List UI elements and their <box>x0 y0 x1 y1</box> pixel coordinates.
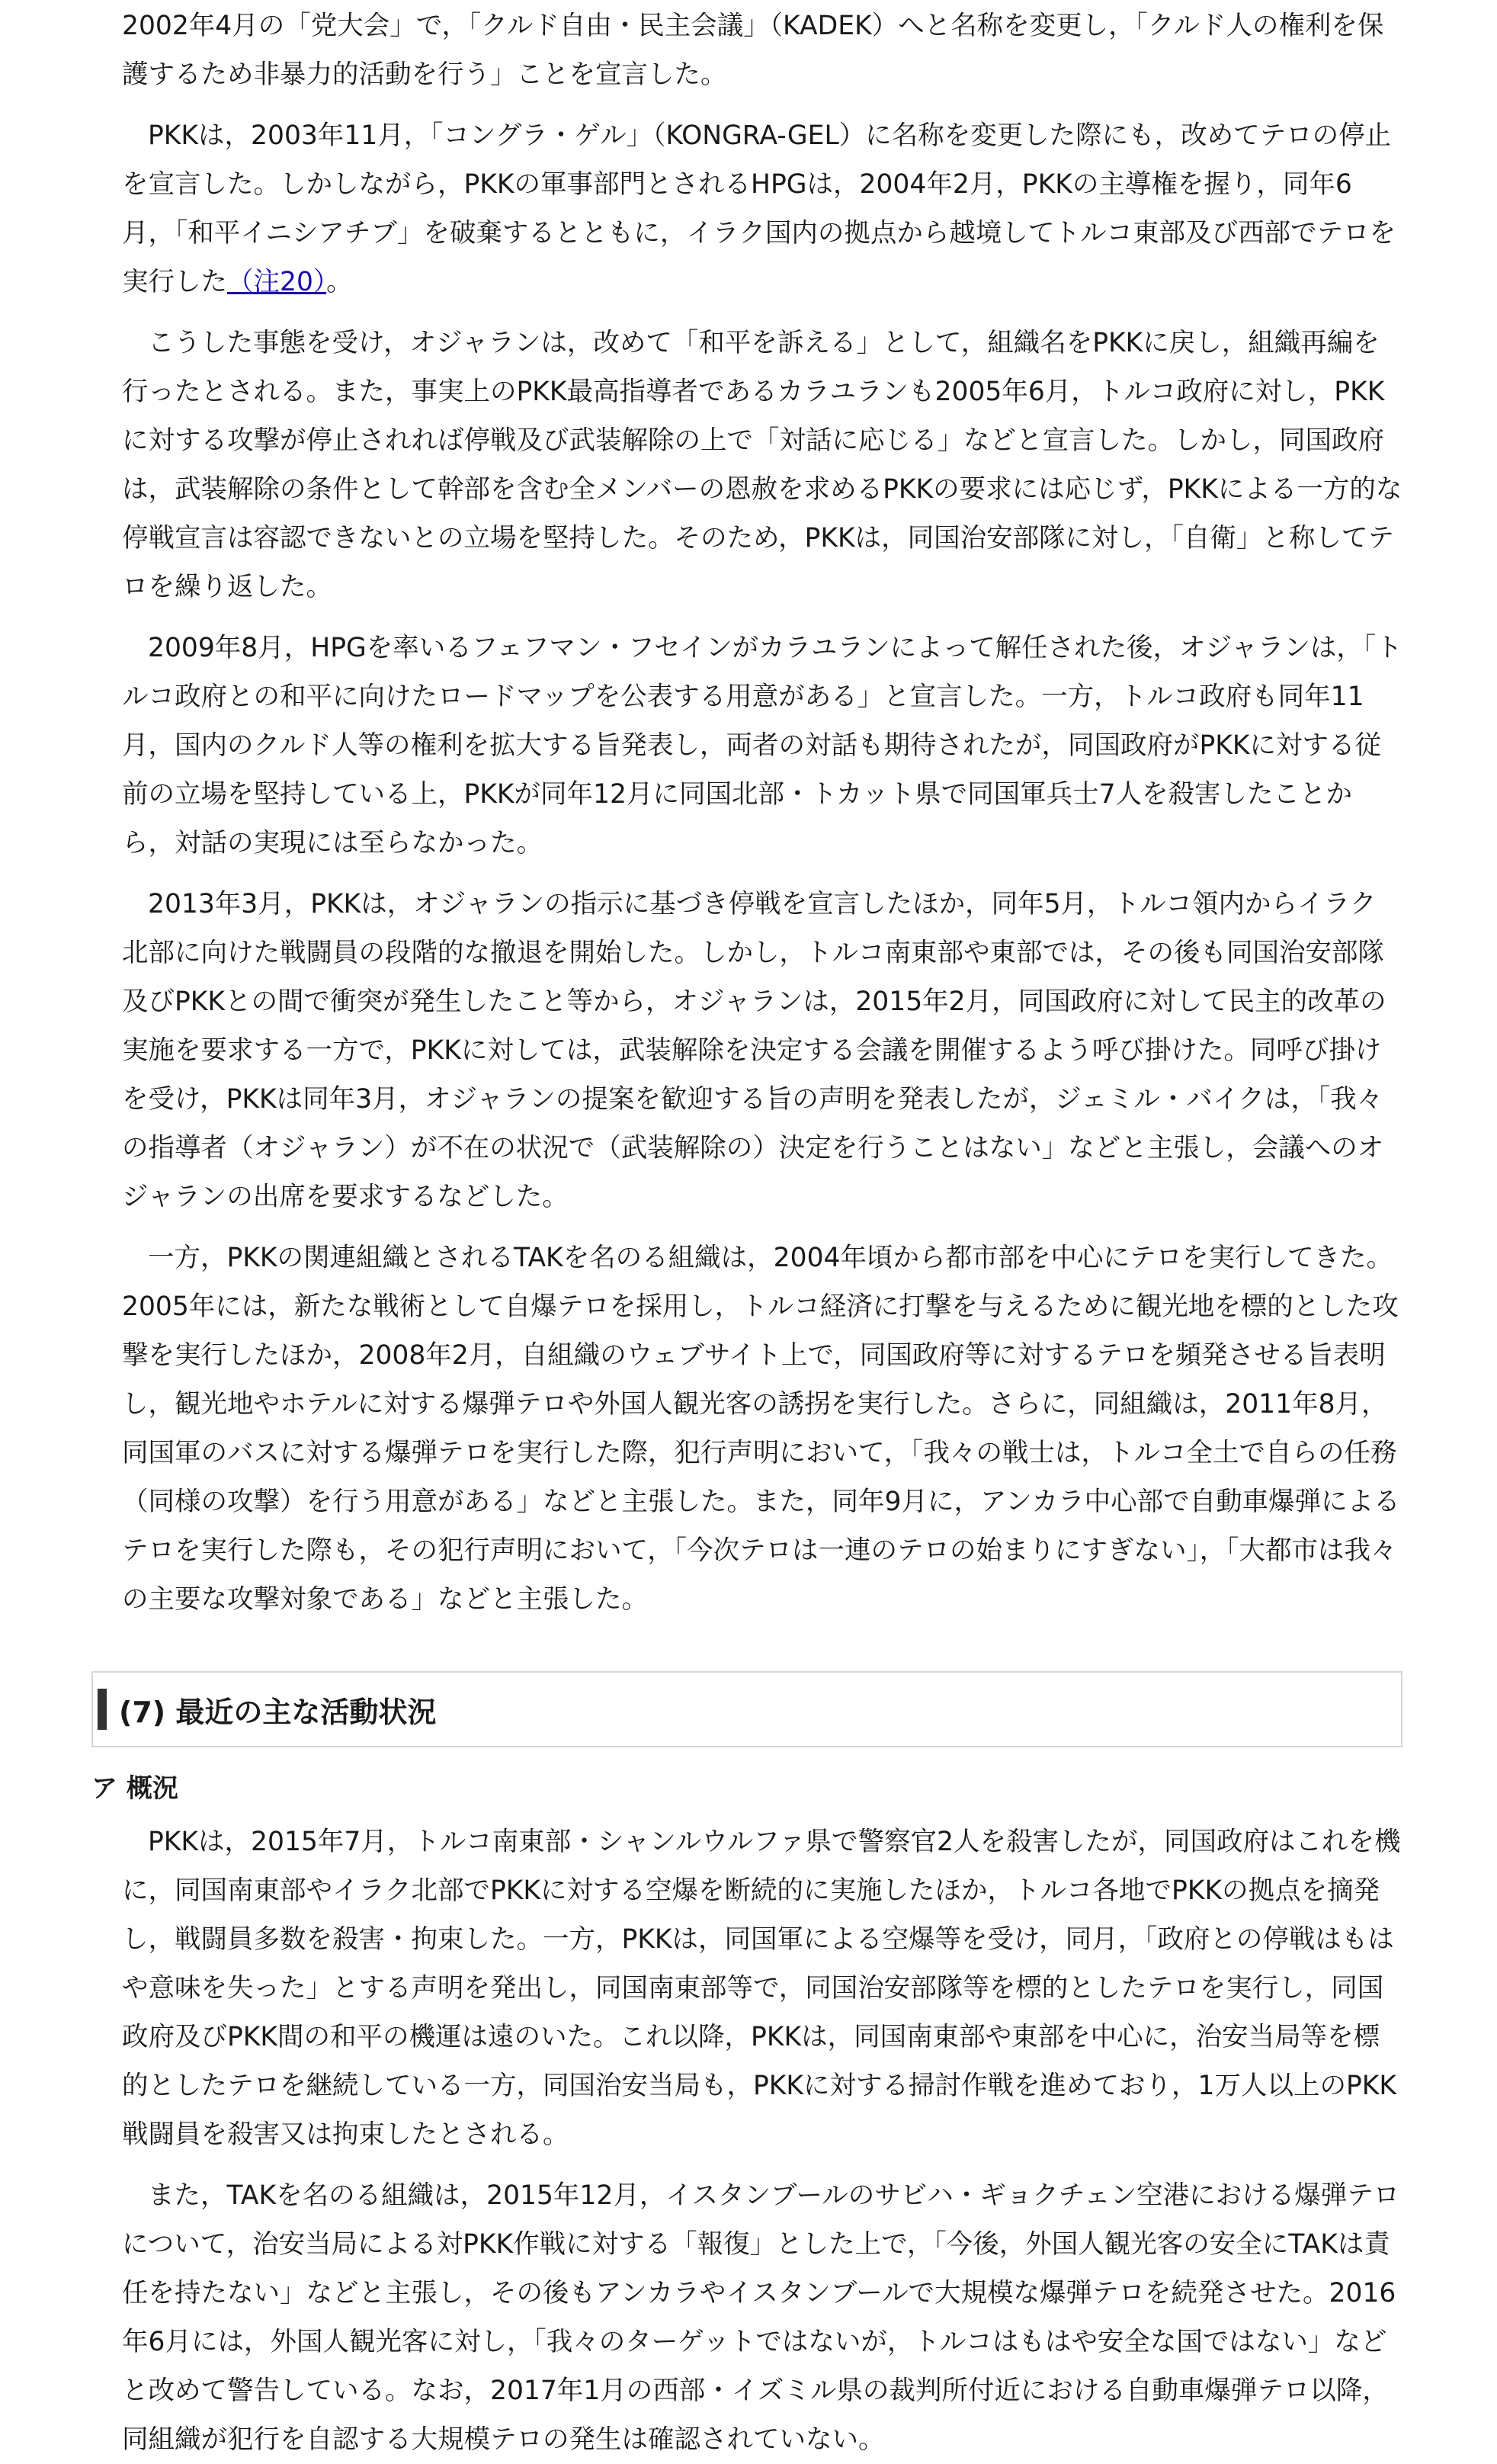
paragraph-ceasefire-2013 <box>122 880 1402 1221</box>
paragraph-ocalan-reorganization <box>122 319 1402 611</box>
heading-bar-marker <box>98 1689 107 1730</box>
subheading-overview: ア 概況 <box>91 1773 178 1804</box>
section-heading: (7) 最近の主な活動状況 <box>119 1695 437 1729</box>
paragraph-recent-tak <box>122 2171 1402 2464</box>
paragraph-text: PKKは，2003年11月，「コングラ・ゲル」（KONGRA-GEL）に名称を変更した際にも，改めてテロの停止を宣言した。しかしながら，PKKの軍事部門とされるHPGは，2004年2月，PKKの主導権を握り，同年6月，「和平イニシアチブ」を破棄するとともに，イラク国内の拠点から越境してトルコ東部及び西部でテロを実行した <box>122 120 1396 297</box>
section-heading-box <box>91 1671 1402 1747</box>
paragraph-text: こうした事態を受け，オジャランは，改めて「和平を訴える」として，組織名をPKKに戻し，組織再編を行ったとされる。また，事実上のPKK最高指導者であるカラユランも2005年6月，トルコ政府に対し，PKKに対する攻撃が停止されれば停戦及び武装解除の上で「対話に応じる」などと宣言した。しかし，同国政府は，武装解除の条件として幹部を含む全メンバーの恩赦を求めるPKKの要求には応じず，PKKによる一方的な停戦宣言は容認できないとの立場を堅持した。そのため，PKKは，同国治安部隊に対し，「自衛」と称してテロを繰り返した。 <box>122 328 1402 602</box>
paragraph-tak-activity <box>122 1234 1402 1624</box>
paragraph-roadmap-2009 <box>122 624 1402 868</box>
paragraph-text: 2002年4月の「党大会」で，「クルド自由・民主会議」（KADEK）へと名称を変更し，「クルド人の権利を保護するため非暴力的活動を行う」ことを宣言した。 <box>122 11 1384 90</box>
footnote-link-20[interactable]: （注20） <box>227 267 327 297</box>
paragraph-text: また，TAKを名のる組織は，2015年12月，イスタンブールのサビハ・ギョクチェン空港における爆弾テロについて，治安当局による対PKK作戦に対する「報復」とした上で，「今後，外国人観光客の安全にTAKは責任を持たない」などと主張し，その後もアンカラやイスタンブールで大規模な爆弾テロを続発させた。2016年6月には，外国人観光客に対し，「我々のターゲットではないが，トルコはもはや安全な国ではない」などと改めて警告している。なお，2017年1月の西部・イズミル県の裁判所付近における自動車爆弾テロ以降，同組織が犯行を自認する大規模テロの発生は確認されていない。 <box>122 2180 1400 2455</box>
paragraph-recent-pkk <box>122 1818 1402 2159</box>
paragraph-text: 2013年3月，PKKは，オジャランの指示に基づき停戦を宣言したほか，同年5月，トルコ領内からイラク北部に向けた戦闘員の段階的な撤退を開始した。しかし，トルコ南東部や東部では，その後も同国治安部隊及びPKKとの間で衝突が発生したこと等から，オジャランは，2015年2月，同国政府に対して民主的改革の実施を要求する一方で，PKKに対しては，武装解除を決定する会議を開催するよう呼び掛けた。同呼び掛けを受け，PKKは同年3月，オジャランの提案を歓迎する旨の声明を発表したが，ジェミル・バイクは，「我々の指導者（オジャラン）が不在の状況で（武装解除の）決定を行うことはない」などと主張し，会議へのオジャランの出席を要求するなどした。 <box>122 889 1386 1212</box>
paragraph-text: 一方，PKKの関連組織とされるTAKを名のる組織は，2004年頃から都市部を中心にテロを実行してきた。2005年には，新たな戦術として自爆テロを採用し，トルコ経済に打撃を与えるために観光地を標的とした攻撃を実行したほか，2008年2月，自組織のウェブサイト上で，同国政府等に対するテロを頻発させる旨表明し，観光地やホテルに対する爆弾テロや外国人観光客の誘拐を実行した。さらに，同組織は，2011年8月，同国軍のバスに対する爆弾テロを実行した際，犯行声明において，「我々の戦士は，トルコ全土で自らの任務（同様の攻撃）を行う用意がある」などと主張した。また，同年9月に，アンカラ中心部で自動車爆弾によるテロを実行した際も，その犯行声明において，「今次テロは一連のテロの始まりにすぎない」，「大都市は我々の主要な攻撃対象である」などと主張した。 <box>122 1243 1400 1615</box>
paragraph-kadek <box>122 2 1402 99</box>
history-section-body <box>122 2 1402 1624</box>
paragraph-kongra-gel <box>122 111 1402 306</box>
paragraph-text-tail: 。 <box>326 267 353 297</box>
paragraph-text: 2009年8月，HPGを率いるフェフマン・フセインがカラユランによって解任された後，オジャランは，「トルコ政府との和平に向けたロードマップを公表する用意がある」と宣言した。一方，トルコ政府も同年11月，国内のクルド人等の権利を拡大する旨発表し，両者の対話も期待されたが，同国政府がPKKに対する従前の立場を堅持している上，PKKが同年12月に同国北部・トカット県で同国軍兵士7人を殺害したことから，対話の実現には至らなかった。 <box>122 633 1402 858</box>
recent-activity-body <box>122 1818 1402 2464</box>
paragraph-text: PKKは，2015年7月，トルコ南東部・シャンルウルファ県で警察官2人を殺害したが，同国政府はこれを機に，同国南東部やイラク北部でPKKに対する空爆を断続的に実施したほか，トルコ各地でPKKの拠点を摘発し，戦闘員多数を殺害・拘束した。一方，PKKは，同国軍による空爆等を受け，同月，「政府との停戦はもはや意味を失った」とする声明を発出し，同国南東部等で，同国治安部隊等を標的としたテロを実行し，同国政府及びPKK間の和平の機運は遠のいた。これ以降，PKKは，同国南東部や東部を中心に，治安当局等を標的としたテロを継続している一方，同国治安当局も，PKKに対する掃討作戦を進めており，1万人以上のPKK戦闘員を殺害又は拘束したとされる。 <box>122 1827 1401 2150</box>
